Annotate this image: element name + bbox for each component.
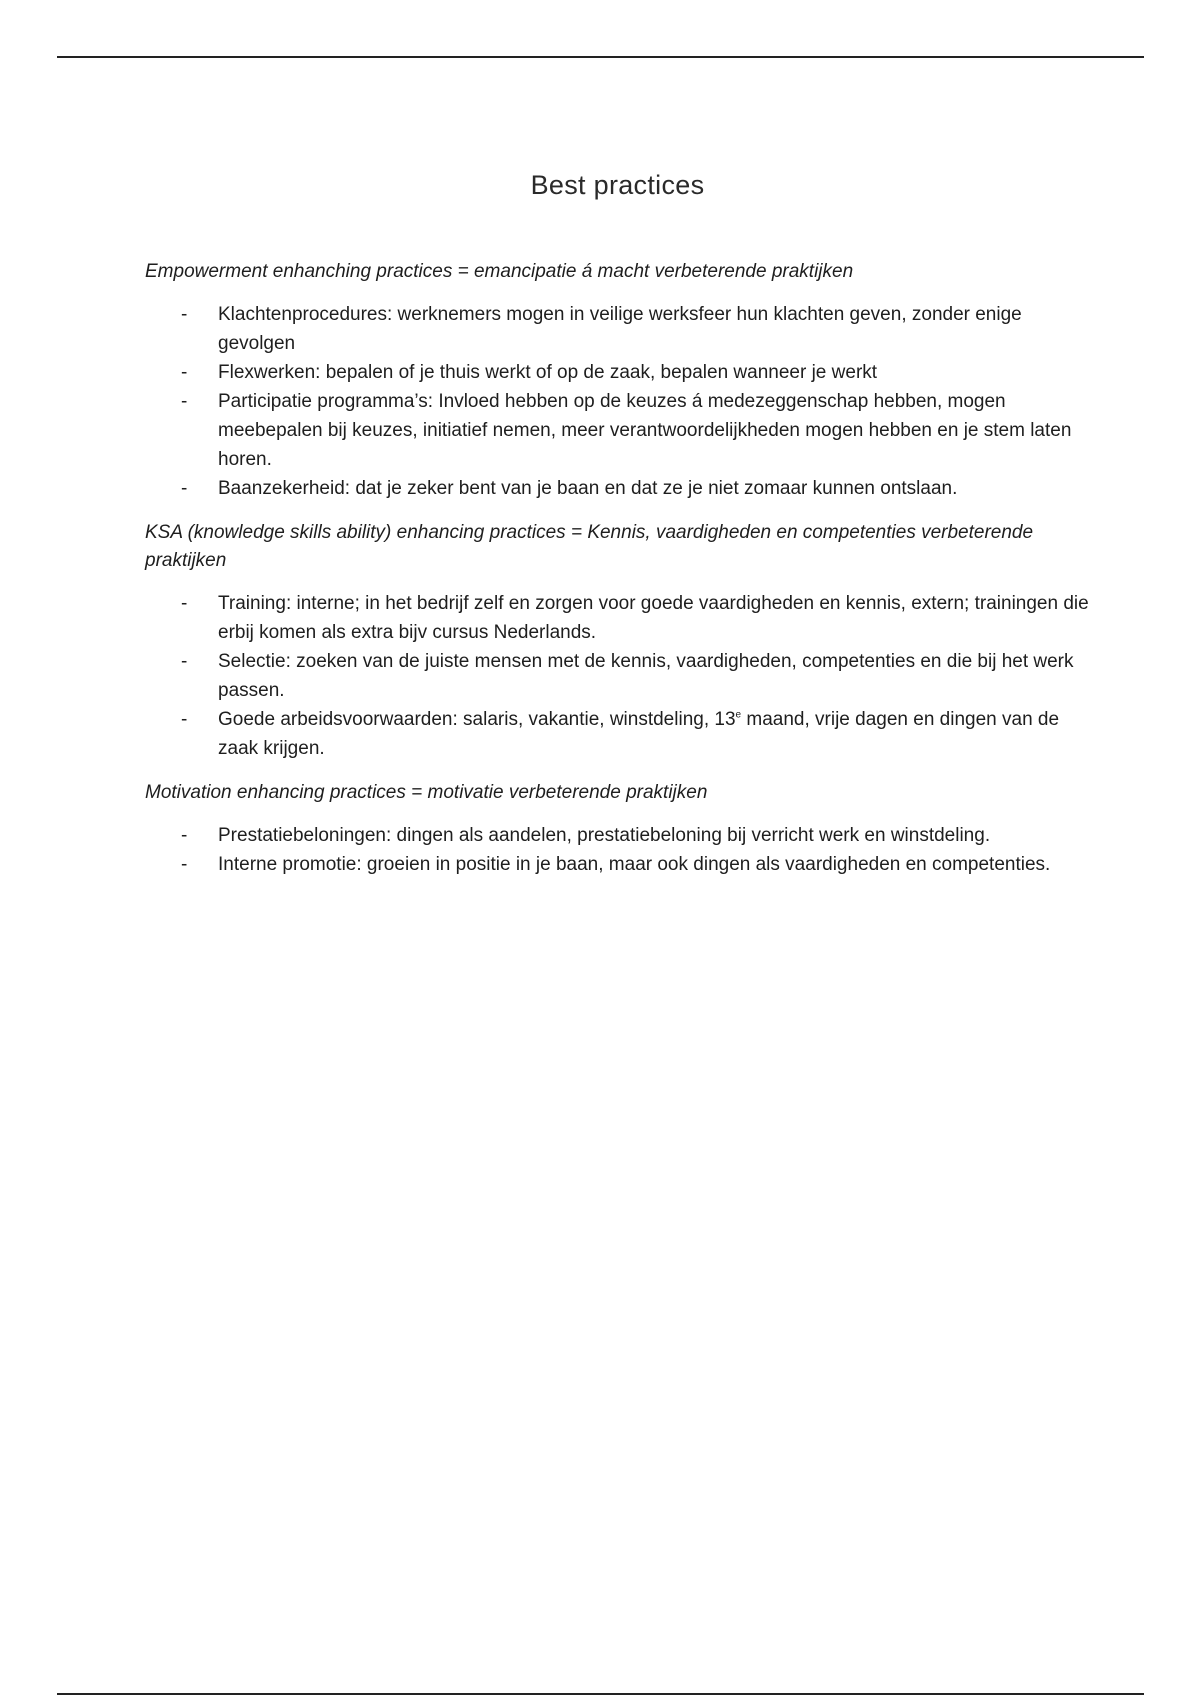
list-item: [145, 358, 1095, 387]
superscript-ordinal: e: [735, 709, 742, 721]
bullet-list-empowerment: [145, 300, 1095, 503]
page-title: Best practices: [530, 170, 705, 200]
list-item-text-before: Goede arbeidsvoorwaarden: salaris, vakantie, winstdeling, 13: [218, 709, 736, 730]
bullet-marker: -: [181, 651, 188, 672]
list-item-text: Selectie: zoeken van de juiste mensen met de kennis, vaardigheden, competenties en die bij het werk passen.: [218, 651, 1074, 701]
bullet-marker: -: [181, 825, 188, 846]
list-item: [145, 850, 1095, 879]
list-item: [145, 821, 1095, 850]
list-item-text: Participatie programma’s: Invloed hebben op de keuzes á medezeggenschap hebben, mogen meebepalen bij keuzes, initiatief nemen, meer verantwoordelijkheden mogen hebben en je stem laten horen.: [218, 391, 1072, 470]
bullet-marker: -: [181, 854, 188, 875]
bullet-marker: -: [181, 478, 188, 499]
list-item-text: Interne promotie: groeien in positie in je baan, maar ook dingen als vaardigheden en competenties.: [218, 854, 1051, 875]
list-item: [145, 705, 1095, 763]
list-item-text: Flexwerken: bepalen of je thuis werkt of op de zaak, bepalen wanneer je werkt: [218, 362, 878, 383]
list-item-text: Klachtenprocedures: werknemers mogen in veilige werksfeer hun klachten geven, zonder enige gevolgen: [218, 304, 1022, 354]
list-item: [145, 589, 1095, 647]
bullet-marker: -: [181, 709, 188, 730]
list-item-text: Training: interne; in het bedrijf zelf en zorgen voor goede vaardigheden en kennis, extern; trainingen die erbij komen als extra bijv cursus Nederlands.: [218, 593, 1089, 643]
list-item-text: Prestatiebeloningen: dingen als aandelen, prestatiebeloning bij verricht werk en winstdeling.: [218, 825, 991, 846]
list-item-text-after: maand, vrije dagen en dingen van de zaak krijgen.: [218, 709, 1060, 759]
bullet-list-ksa: [145, 589, 1095, 763]
footer-rule: [57, 1693, 1144, 1695]
header-rule: [57, 56, 1144, 58]
list-item-text: Baanzekerheid: dat je zeker bent van je baan en dat ze je niet zomaar kunnen ontslaan.: [218, 478, 958, 499]
section-heading-ksa: KSA (knowledge skills ability) enhancing practices = Kennis, vaardigheden en competenties verbeterende praktijken: [145, 522, 1034, 571]
section-heading-motivation: Motivation enhancing practices = motivatie verbeterende praktijken: [145, 782, 708, 803]
list-item: [145, 474, 1095, 503]
list-item: [145, 387, 1095, 474]
bullet-marker: -: [181, 304, 188, 325]
section-heading-empowerment: Empowerment enhanching practices = emancipatie á macht verbeterende praktijken: [145, 261, 854, 282]
list-item: [145, 647, 1095, 705]
bullet-list-motivation: [145, 821, 1095, 879]
document-body: [145, 258, 1095, 895]
list-item: [145, 300, 1095, 358]
bullet-marker: -: [181, 362, 188, 383]
bullet-marker: -: [181, 593, 188, 614]
bullet-marker: -: [181, 391, 188, 412]
